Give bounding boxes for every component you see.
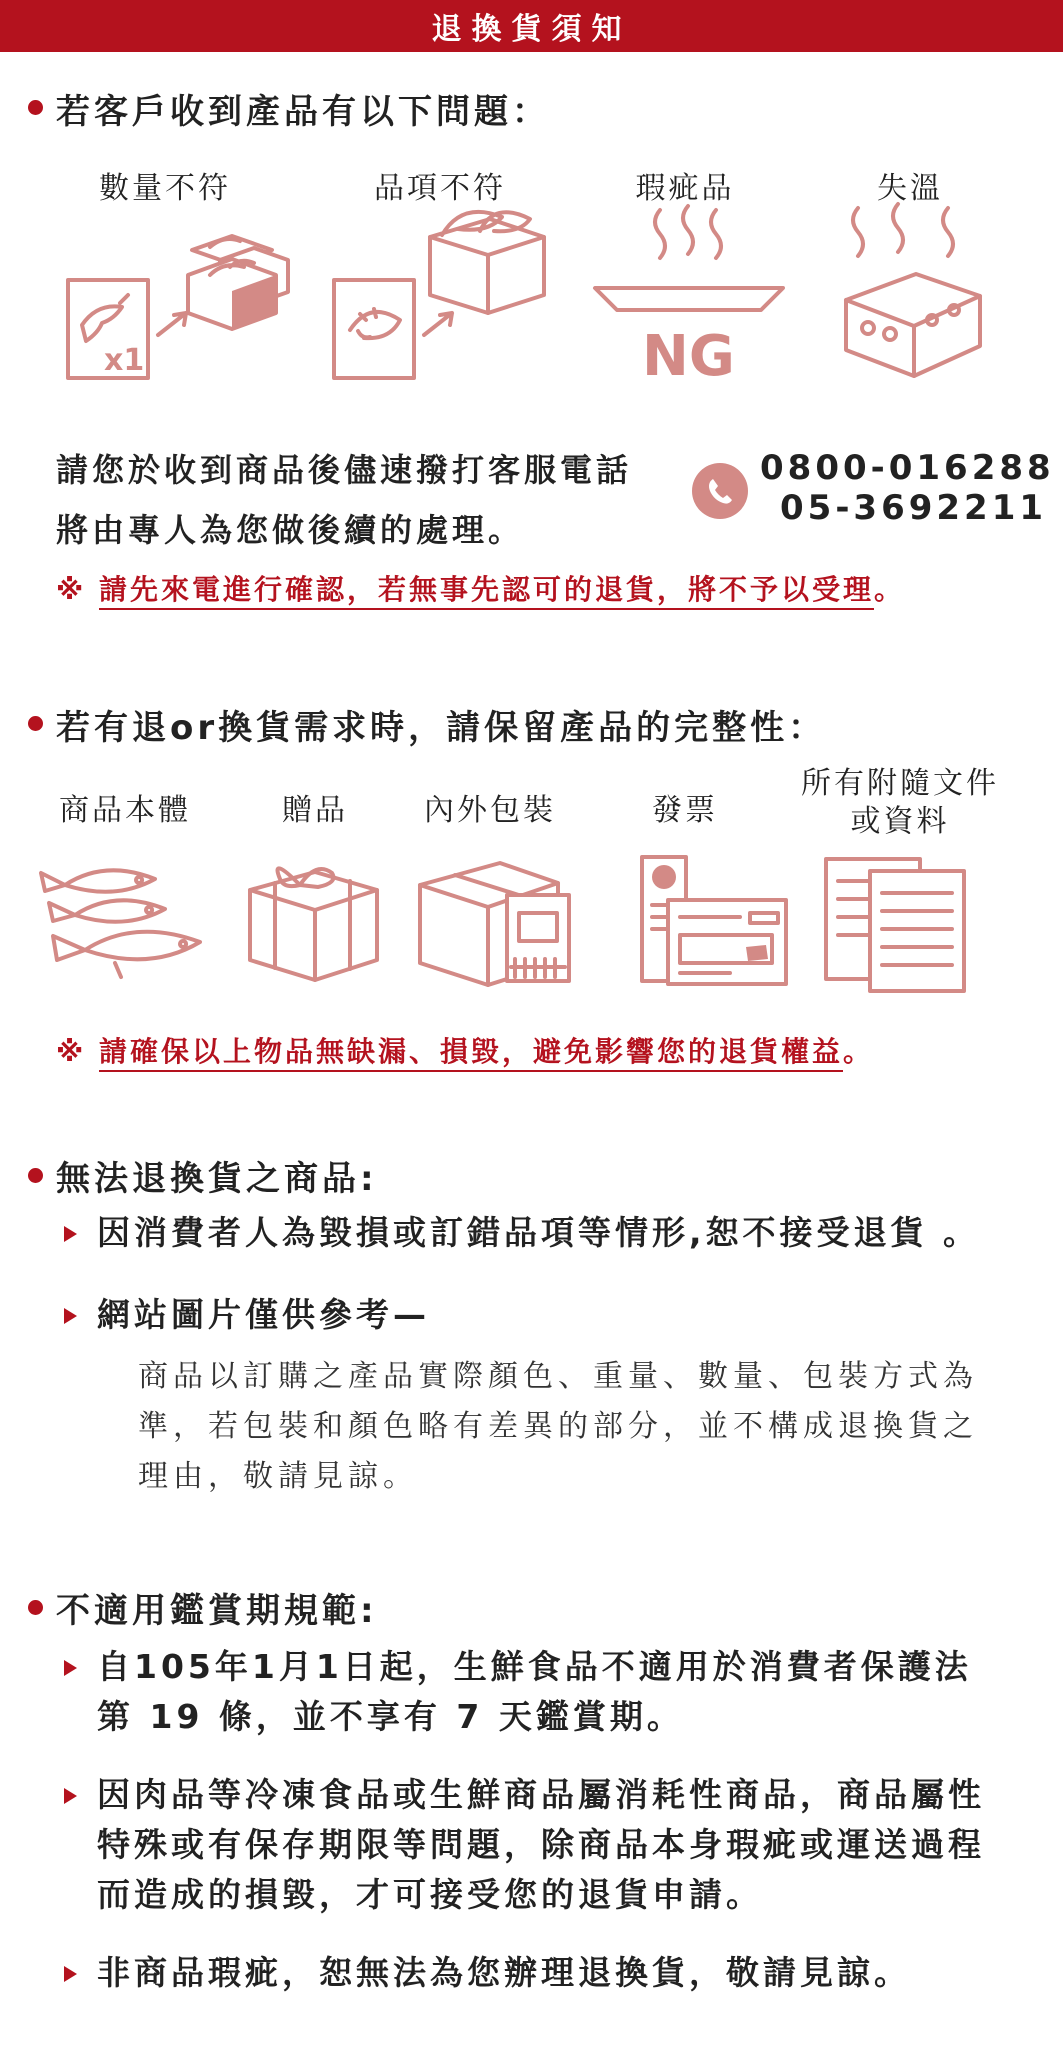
trial-period-bullet2 (97, 1770, 985, 1920)
non-returnable-bullet1: 因消費者人為毀損或訂錯品項等情形,恕不接受退貨 。 (97, 1213, 981, 1252)
intact-items-note (56, 1030, 874, 1070)
triangle-bullet (64, 1308, 77, 1324)
gift-box-icon (240, 855, 385, 985)
triangle-bullet (64, 1226, 77, 1242)
section-heading-keep-intact: 若有退or換貨需求時，請保留產品的完整性： (56, 708, 827, 748)
label-defective: 瑕疵品 (635, 171, 735, 206)
triangle-bullet (64, 1660, 77, 1676)
bullet-dot (28, 1600, 43, 1615)
contact-instruction-line1: 請您於收到商品後儘速撥打客服電話 (56, 451, 633, 489)
bullet-line: 因肉品等冷凍食品或生鮮商品屬消耗性商品，商品屬性 (97, 1775, 985, 1814)
phone-number-local[interactable]: 05-3692211 (780, 488, 1048, 528)
fish-product-icon (35, 855, 210, 985)
invoice-icon (640, 855, 790, 990)
trial-period-bullet1 (97, 1642, 972, 1742)
confirmation-note (56, 568, 905, 608)
note-end: 。 (843, 1035, 875, 1068)
defective-plate-ng-icon (590, 200, 790, 389)
label-documents-line2: 或資料 (850, 804, 950, 839)
label-invoice: 發票 (652, 793, 718, 828)
image-disclaimer-paragraph (138, 1352, 978, 1502)
bullet-line: 自105年1月1日起，生鮮食品不適用於消費者保護法 (97, 1647, 972, 1686)
label-gift: 贈品 (282, 793, 348, 828)
non-returnable-bullet2: 網站圖片僅供參考— (97, 1295, 430, 1334)
ng-text: NG (642, 324, 735, 389)
label-quantity-mismatch: 數量不符 (99, 171, 231, 206)
paragraph-line: 商品以訂購之產品實際顏色、重量、數量、包裝方式為 (138, 1359, 978, 1394)
label-documents (780, 765, 1020, 841)
phone-icon (692, 463, 748, 519)
section-heading-problems: 若客戶收到產品有以下問題： (56, 92, 550, 132)
note-text: 請確保以上物品無缺漏、損毀，避免影響您的退貨權益 (99, 1035, 843, 1072)
trial-period-bullet3: 非商品瑕疵，恕無法為您辦理退換貨，敬請見諒。 (97, 1953, 911, 1992)
paragraph-line: 理由，敬請見諒。 (138, 1459, 418, 1494)
documents-icon (820, 855, 970, 995)
bullet-line: 第 19 條，並不享有 7 天鑑賞期。 (97, 1697, 684, 1736)
item-mismatch-icon (330, 205, 560, 385)
section-heading-non-returnable: 無法退換貨之商品: (56, 1159, 378, 1199)
label-item-mismatch: 品項不符 (374, 171, 506, 206)
note-mark: ※ (56, 573, 87, 606)
quantity-x1-text: x1 (104, 343, 145, 378)
paragraph-line: 準，若包裝和顏色略有差異的部分，並不構成退換貨之 (138, 1409, 978, 1444)
note-text: 請先來電進行確認，若無事先認可的退貨，將不予以受理 (99, 573, 874, 610)
triangle-bullet (64, 1788, 77, 1804)
page-title-banner (0, 0, 1063, 52)
triangle-bullet (64, 1966, 77, 1982)
phone-number-tollfree[interactable]: 0800-016288 (760, 448, 1055, 488)
label-temperature-loss: 失溫 (877, 171, 943, 206)
bullet-dot (28, 716, 43, 731)
quantity-mismatch-icon (60, 205, 290, 385)
section-heading-no-trial-period: 不適用鑑賞期規範: (56, 1591, 378, 1631)
page-title: 退換貨須知 (431, 12, 632, 47)
bullet-line: 特殊或有保存期限等問題，除商品本身瑕疵或運送過程 (97, 1825, 985, 1864)
label-product-body: 商品本體 (59, 793, 191, 828)
temperature-loss-box-icon (838, 200, 988, 385)
note-end: 。 (874, 573, 906, 606)
label-packaging: 內外包裝 (424, 793, 556, 828)
packaging-box-icon (415, 855, 580, 985)
bullet-line: 而造成的損毀，才可接受您的退貨申請。 (97, 1875, 763, 1914)
bullet-dot (28, 1168, 43, 1183)
bullet-dot (28, 100, 43, 115)
contact-instruction-line2: 將由專人為您做後續的處理。 (56, 511, 525, 549)
label-documents-line1: 所有附隨文件 (801, 766, 999, 801)
note-mark: ※ (56, 1035, 87, 1068)
